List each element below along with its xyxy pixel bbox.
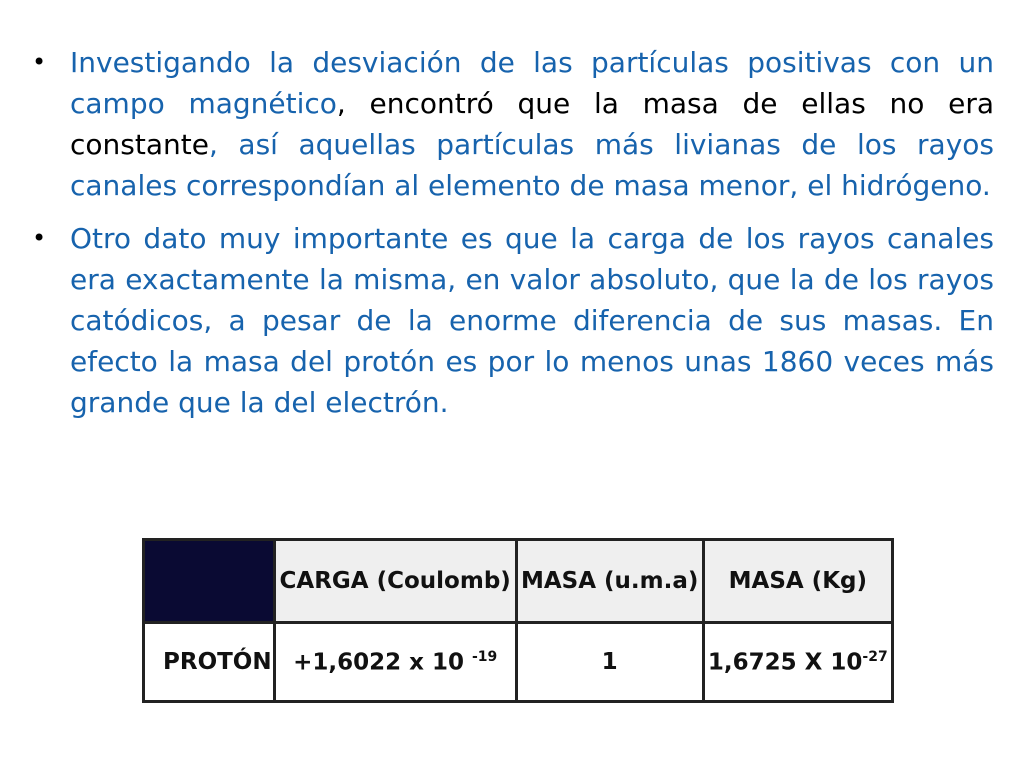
mass-kg-base: 1,6725 X 10 xyxy=(707,649,863,676)
bullet-dot-icon: • xyxy=(32,48,47,76)
bullet-list xyxy=(30,42,994,423)
bullet-1-part-2: , encontró que la masa de ellas no era constante xyxy=(70,87,994,161)
row-label-proton: PROTÓN xyxy=(144,623,275,702)
bullet-item-charge xyxy=(30,218,994,423)
header-mass-uma: MASA (u.m.a) xyxy=(516,540,703,623)
bullet-1-part-3: , así aquellas partículas más livianas de los rayos canales correspondían al elemento de masa menor, el hidrógeno. xyxy=(70,128,994,202)
charge-exponent: -19 xyxy=(471,648,498,665)
bullet-1-part-1: Investigando la desviación de las partículas positivas con un campo magnético xyxy=(70,46,994,120)
proton-table xyxy=(142,538,894,703)
header-charge: CARGA (Coulomb) xyxy=(274,540,516,623)
cell-mass-uma: 1 xyxy=(516,623,703,702)
mass-kg-exponent: -27 xyxy=(862,648,888,665)
bullet-dot-icon: • xyxy=(32,224,47,252)
table-header-row xyxy=(144,540,893,623)
bullet-item-mass-deviation xyxy=(30,42,994,206)
table-row xyxy=(144,623,893,702)
cell-charge xyxy=(274,623,516,702)
cell-mass-kg xyxy=(703,623,892,702)
charge-base: +1,6022 x 10 xyxy=(293,649,464,676)
bullet-2-text: Otro dato muy importante es que la carga de los rayos canales era exactamente la misma, en valor absoluto, que la de los rayos catódicos, a pesar de la enorme diferencia de sus masas. En efecto la masa del protón es por lo menos unas 1860 veces más grande que la del electrón. xyxy=(70,222,994,419)
table-corner-cell xyxy=(144,540,275,623)
header-mass-kg: MASA (Kg) xyxy=(703,540,892,623)
